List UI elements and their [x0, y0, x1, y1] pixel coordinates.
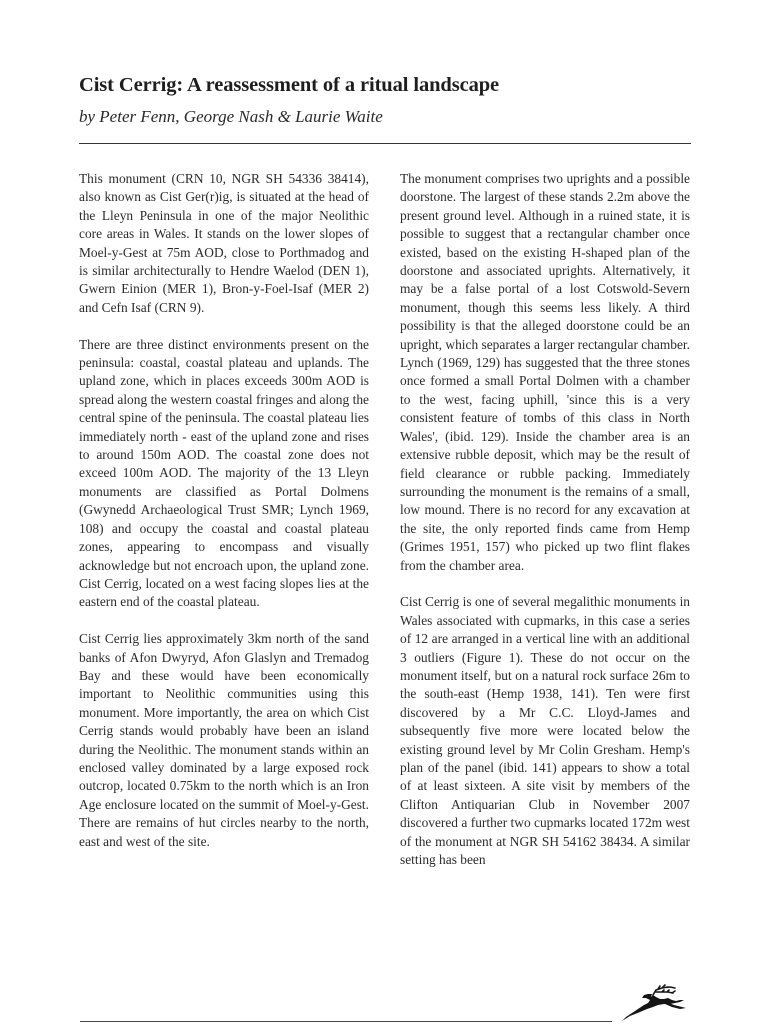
paragraph: This monument (CRN 10, NGR SH 54336 38414), also known as Cist Ger(r)ig, is situated at the head of the Lleyn Peninsula in one of the major Neolithic core areas in Wales. It stands on the lower slopes of Moel-y-Gest at 75m AOD, close to Porthmadog and is similar architecturally to Hendre Waelod (DEN 1), Gwern Einion (MER 1), Bron-y-Foel-Isaf (MER 2) and Cefn Isaf (CRN 9).: [79, 171, 369, 315]
paragraph: Cist Cerrig is one of several megalithic monuments in Wales associated with cupmarks, in this case a series of 12 are arranged in a vertical line with an additional 3 outliers (Figure 1). These do not occur on the monument itself, but on a natural rock surface 26m to the south-east (Hemp 1938, 141). Ten were first discovered by a Mr C.C. Lloyd-James and subsequently five more were located below the existing ground level by Mr Colin Gresham. Hemp's plan of the panel (ibid. 141) appears to show a total of at least sixteen. A site visit by members of the Clifton Antiquarian Club in November 2007 discovered a further two cupmarks located 172m west of the monument at NGR SH 54162 38434. A similar setting has been: [400, 594, 690, 868]
paragraph: There are three distinct environments present on the peninsula: coastal, coastal plateau and uplands. The upland zone, which in places exceeds 300m AOD is spread along the western coastal fringes and along the central spine of the peninsula. The coastal plateau lies immediately north - east of the upland zone and rises to around 150m AOD. The coastal zone does not exceed 100m AOD. The majority of the 13 Lleyn monuments are classified as Portal Dolmens (Gwynedd Archaeological Trust SMR; Lynch 1969, 108) and occupy the coastal and coastal plateau zones, appearing to encompass and visually acknowledge but not encroach upon, the upland zone. Cist Cerrig, located on a west facing slopes lies at the eastern end of the coastal plateau.: [79, 336, 369, 610]
leaping-deer-icon: [620, 983, 692, 1023]
footer-divider: [80, 1021, 612, 1022]
article-title: Cist Cerrig: A reassessment of a ritual landscape: [79, 74, 500, 96]
paragraph: Cist Cerrig lies approximately 3km north of the sand banks of Afon Dwyryd, Afon Glaslyn and Tremadog Bay and these would have been economically important to Neolithic communities using this monument. More importantly, the area on which Cist Cerrig stands would probably have been an island during the Neolithic. The monument stands within an enclosed valley dominated by a large exposed rock outcrop, located 0.75km to the north which is an Iron Age enclosure located on the summit of Moel-y-Gest. There are remains of hut circles nearby to the north, east and west of the site.: [79, 631, 369, 849]
article-byline: by Peter Fenn, George Nash & Laurie Waite: [79, 107, 383, 126]
right-column: [400, 170, 690, 888]
header-divider: [79, 143, 691, 144]
paragraph: The monument comprises two uprights and a possible doorstone. The largest of these stands 2.2m above the present ground level. Although in a ruined state, it is possible to suggest that a rectangular chamber once existed, based on the existing H-shaped plan of the doorstone and associated uprights. Alternatively, it may be a false portal of a lost Cotswold-Severn monument, though this seems less likely. A third possibility is that the alleged doorstone could be an upright, which separates a larger rectangular chamber. Lynch (1969, 129) has suggested that the three stones once formed a small Portal Dolmen with a chamber to the west, facing uphill, 'since this is a very consistent feature of tombs of this class in North Wales', (ibid. 129). Inside the chamber area is an extensive rubble deposit, which may be the result of field clearance or rubble packing. Immediately surrounding the monument is the remains of a small, low mound. There is no record for any excavation at the site, the only reported finds came from Hemp (Grimes 1951, 157) who picked up two flint flakes from the chamber area.: [400, 171, 690, 573]
left-column: [79, 170, 369, 869]
